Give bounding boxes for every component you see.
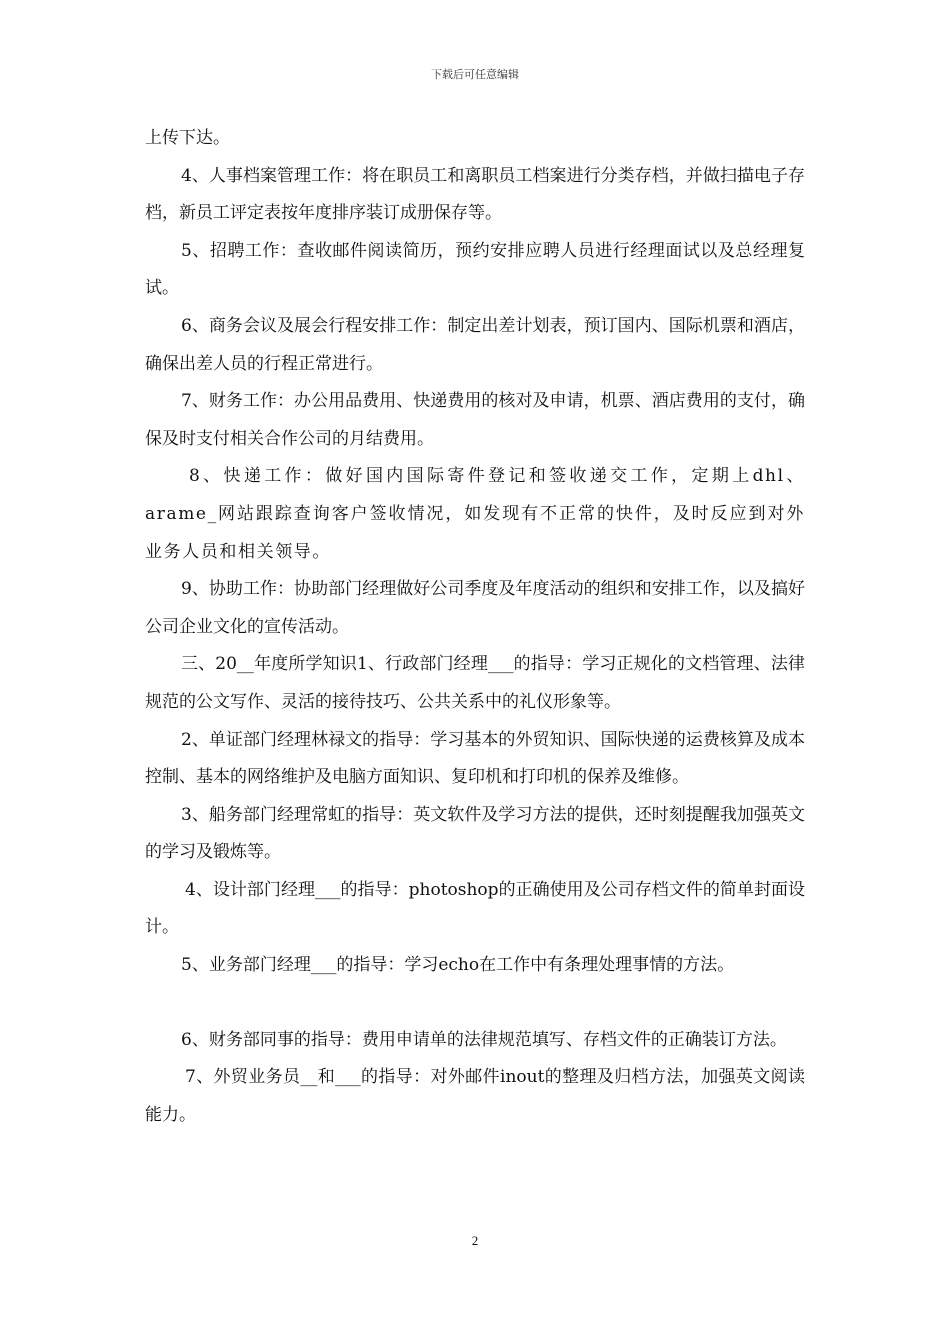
paragraph-item-5: 5、招聘工作：查收邮件阅读简历，预约安排应聘人员进行经理面试以及总经理复试。 — [145, 240, 805, 299]
paragraph-knowledge-2: 2、单证部门经理林禄文的指导：学习基本的外贸知识、国际快递的运费核算及成本控制、基本的网络维护及电脑方面知识、复印机和打印机的保养及维修。 — [145, 729, 805, 788]
paragraph-knowledge-4: 4、设计部门经理___的指导：photoshop的正确使用及公司存档文件的简单封面设计。 — [145, 879, 805, 938]
paragraph-knowledge-5: 5、业务部门经理___的指导：学习echo在工作中有条理处理事情的方法。 — [181, 955, 735, 976]
paragraph-item-9: 9、协助工作：协助部门经理做好公司季度及年度活动的组织和安排工作，以及搞好公司企业文化的宣传活动。 — [145, 579, 805, 637]
paragraph-item-6: 6、商务会议及展会行程安排工作：制定出差计划表，预订国内、国际机票和酒店，确保出差人员的行程正常进行。 — [145, 315, 805, 374]
page-header: 下载后可任意编辑 — [431, 68, 519, 81]
paragraph-knowledge-6: 6、财务部同事的指导：费用申请单的法律规范填写、存档文件的正确装订方法。 — [181, 1029, 787, 1050]
paragraph-knowledge-7: 7、外贸业务员__和___的指导：对外邮件inout的整理及归档方法，加强英文阅读能力。 — [145, 1067, 805, 1125]
document-body — [145, 120, 805, 1134]
paragraph-knowledge-3: 3、船务部门经理常虹的指导：英文软件及学习方法的提供，还时刻提醒我加强英文的学习及锻炼等。 — [145, 804, 805, 863]
paragraph-item-4: 4、人事档案管理工作：将在职员工和离职员工档案进行分类存档，并做扫描电子存档，新员工评定表按年度排序装订成册保存等。 — [145, 165, 805, 224]
paragraph-item-7: 7、财务工作：办公用品费用、快递费用的核对及申请，机票、酒店费用的支付，确保及时支付相关合作公司的月结费用。 — [145, 391, 805, 449]
paragraph-item-8: 8、快递工作：做好国内国际寄件登记和签收递交工作，定期上dhl、arame_网站跟踪查询客户签收情况，如发现有不正常的快件，及时反应到对外业务人员和相关领导。 — [145, 466, 805, 562]
paragraph-section-3: 三、20__年度所学知识1、行政部门经理___的指导：学习正规化的文档管理、法律规范的公文写作、灵活的接待技巧、公共关系中的礼仪形象等。 — [145, 654, 805, 712]
page-number: 2 — [471, 1233, 479, 1248]
paragraph-continuation: 上传下达。 — [145, 128, 230, 148]
